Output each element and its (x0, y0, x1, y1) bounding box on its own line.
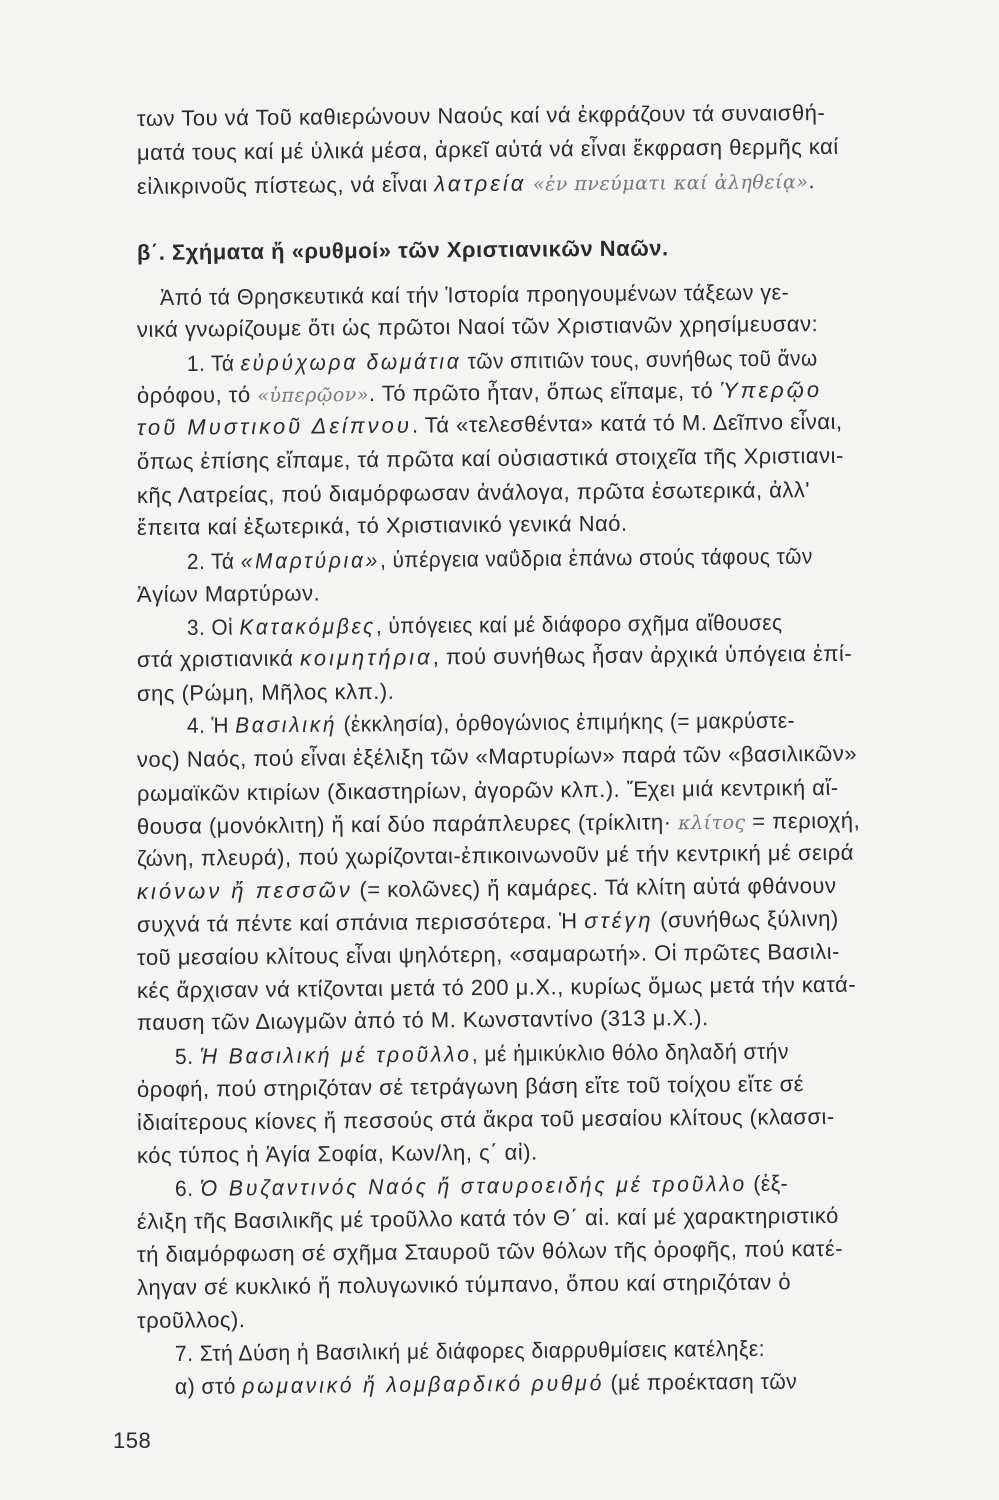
text-line: ὀρόφου, τό «ὑπερῷον». Τό πρῶτο ἦταν, ὅπως εἴπαμε, τό Ὑπερῷο (136, 377, 823, 408)
text-line: συχνά τά πέντε καί σπάνια περισσότερα. Ἡ στέγη (συνήθως ξύλινη) (136, 905, 839, 937)
text-line: τή διαμόρφωση σέ σχῆμα Σταυροῦ τῶν θόλων τῆς ὀροφῆς, πού κατέ- (136, 1235, 844, 1267)
text-line: 7. Στή Δύση ἡ Βασιλική μέ διάφορες διαρρυθμίσεις κατέληξε: (174, 1335, 766, 1366)
text-line: κῆς Λατρείας, πού διαμόρφωσαν ἀνάλογα, πρῶτα ἐσωτερικά, ἀλλ' (136, 477, 811, 508)
text-line: τροῦλλος). (136, 1307, 246, 1333)
text-line: ματά τους καί μέ ὑλικά μέσα, ἀρκεῖ αὐτά νά εἶναι ἔκφραση θερμῆς καί (136, 133, 839, 165)
text-line: 2. Τά «Μαρτύρια», ὑπέργεια ναΰδρια ἐπάνω στούς τάφους τῶν (186, 543, 813, 574)
italic-term: ρωμανικό ἤ λομβαρδικό ρυθμό (242, 1370, 605, 1399)
page-number: 158 (113, 1428, 152, 1453)
italic-term: Βασιλική (235, 711, 338, 738)
text-line: ἔπειτα καί ἐξωτερικά, τό Χριστιανικό γενικά Ναό. (136, 510, 628, 540)
text-line: Ἀπό τά Θρησκευτικά καί τήν Ἱστορία προηγουμένων τάξεων γε- (159, 279, 790, 310)
italic-term: Ὑπερῷο (719, 377, 823, 403)
text-line: σης (Ρώμη, Μῆλος κλπ.). (136, 678, 395, 706)
quote-phrase: κλίτος (677, 811, 746, 835)
text-line: νικά γνωρίζουμε ὅτι ὡς πρῶτοι Ναοί τῶν Χριστιανῶν χρησίμευσαν: (136, 311, 819, 342)
italic-term: λατρεία (434, 170, 527, 197)
text-line: νος) Ναός, πού εἶναι ἐξέλιξη τῶν «Μαρτυρίων» παρά τῶν «βασιλικῶν» (136, 740, 858, 772)
text-line: κιόνων ἤ πεσσῶν (= κολῶνες) ἤ καμάρες. Τά κλίτη αὐτά φθάνουν (136, 872, 837, 904)
text-line: 4. Ἡ Βασιλική (ἐκκλησία), ὀρθογώνιος ἐπιμήκης (= μακρύστε- (186, 707, 796, 738)
text-line: έλιξη τῆς Βασιλικῆς μέ τροῦλλο κατά τόν Θ΄ αἰ. καί μέ χαρακτηριστικό (136, 1202, 839, 1234)
text-line: 1. Τά εὐρύχωρα δωμάτια τῶν σπιτιῶν τους, συνήθως τοῦ ἄνω (186, 345, 818, 376)
text-line: στά χριστιανικά κοιμητήρια, πού συνήθως ἦσαν ἀρχικά ὑπόγεια ἐπί- (136, 640, 853, 672)
text-line: θουσα (μονόκλιτη) ἤ καί δύο παράπλευρες (τρίκλιτη· κλίτος = περιοχή, (136, 807, 861, 839)
text-line: ζώνη, πλευρά), πού χωρίζονται-ἐπικοινωνοῦν μέ τήν κεντρική μέ σειρά (136, 839, 855, 871)
text-line: ληγαν σέ κυκλικό ἤ πολυγωνικό τύμπανο, ὅπου καί στηριζόταν ὁ (136, 1269, 792, 1300)
italic-term: Κατακόμβες (239, 613, 377, 640)
text-line: τοῦ Μυστικοῦ Δείπνου. Τά «τελεσθέντα» κατά τό Μ. Δεῖπνο εἶναι, (136, 408, 843, 440)
quote-phrase: «ὑπερῷον» (257, 383, 370, 407)
text-line: 6. Ὁ Βυζαντινός Ναός ἤ σταυροειδής μέ τροῦλλο (ἐξ- (174, 1170, 789, 1201)
text-line: 3. Οἱ Κατακόμβες, ὑπόγειες καί μέ διάφορο σχῆμα αἴθουσες (186, 609, 783, 640)
text-line: ὀροφή, πού στηριζόταν σέ τετράγωνη βάση εἴτε τοῦ τοίχου εἴτε σέ (136, 1071, 805, 1102)
text-line: ὅπως ἐπίσης εἴπαμε, τά πρῶτα καί οὐσιαστικά στοιχεῖα τῆς Χριστιανι- (136, 442, 844, 474)
text-line: παυση τῶν Διωγμῶν ἀπό τό Μ. Κωνσταντίνο (313 μ.Χ.). (136, 1005, 709, 1035)
text-line: εἰλικρινοῦς πίστεως, νά εἶναι λατρεία «ἐν πνεύματι καί ἀληθείᾳ». (136, 168, 816, 199)
italic-term: τοῦ Μυστικοῦ Δείπνου (136, 412, 413, 440)
italic-term: «Μαρτύρια» (240, 547, 381, 574)
italic-term: Ἡ Βασιλική μέ τροῦλλο (199, 1041, 472, 1069)
italic-term: στέγη (584, 907, 654, 934)
text-line: των Του νά Τοῦ καθιερώνουν Ναούς καί νά ἐκφράζουν τά συναισθή- (136, 99, 826, 131)
text-line: κές ἄρχισαν νά κτίζονται μετά τό 200 μ.Χ., κυρίως ὅμως μετά τήν κατά- (136, 971, 857, 1003)
text-line: Ἁγίων Μαρτύρων. (136, 580, 321, 607)
text-line: 5. Ἡ Βασιλική μέ τροῦλλο, μέ ἡμικύκλιο θόλο δηλαδή στήν (174, 1038, 790, 1069)
italic-term: κιόνων ἤ πεσσῶν (136, 877, 353, 904)
section-heading: β΄. Σχήματα ἤ «ρυθμοί» τῶν Χριστιανικῶν Ναῶν. (136, 235, 669, 265)
text-line: κός τύπος ἡ Ἁγία Σοφία, Κων/λη, ς΄ αἰ). (136, 1139, 538, 1168)
italic-term: εὐρύχωρα δωμάτια (240, 348, 462, 376)
italic-term: Ὁ Βυζαντινός Ναός ἤ σταυροειδής μέ τροῦλλο (199, 1171, 748, 1201)
text-line: α) στό ρωμανικό ἤ λομβαρδικό ρυθμό (μέ προέκταση τῶν (174, 1368, 798, 1399)
quote-phrase: «ἐν πνεύματι καί ἀληθείᾳ» (532, 171, 809, 196)
text-line: ἰδιαίτερους κίονες ἤ πεσσούς στά ἄκρα τοῦ μεσαίου κλίτους (κλασσι- (136, 1103, 835, 1135)
text-line: ρωμαϊκῶν κτιρίων (δικαστηρίων, ἀγορῶν κλπ.). Ἔχει μιά κεντρική αἴ- (136, 774, 839, 806)
italic-term: κοιμητήρια (299, 644, 433, 671)
text-line: τοῦ μεσαίου κλίτους εἶναι ψηλότερη, «σαμαρωτή». Οἱ πρῶτες Βασιλι- (136, 938, 840, 970)
